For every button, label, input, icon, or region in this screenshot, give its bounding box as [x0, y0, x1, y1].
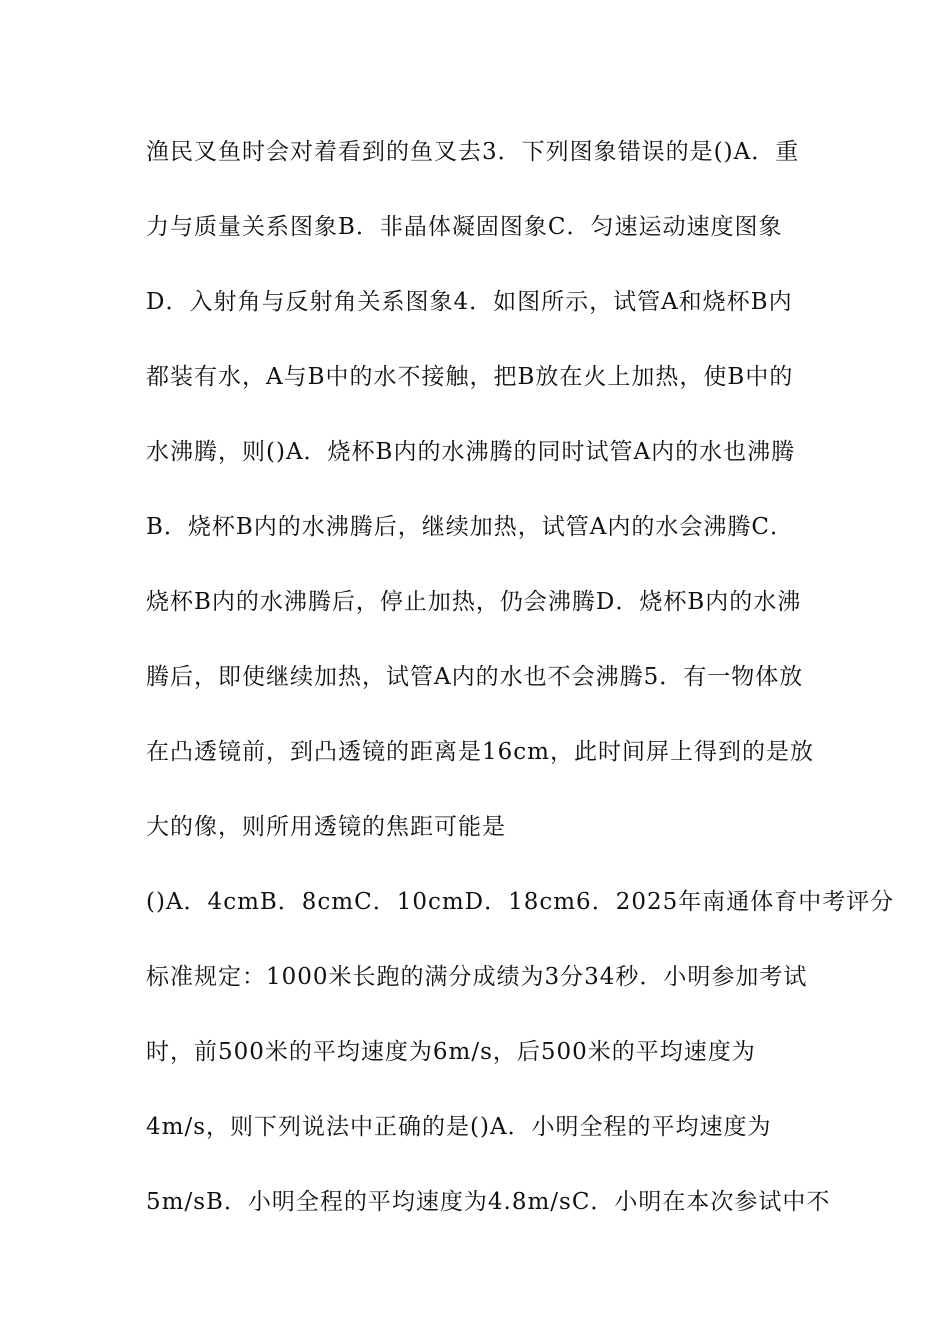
text-line: B．烧杯B内的水沸腾后，继续加热，试管A内的水会沸腾C．: [146, 514, 795, 540]
text-line: 5m/sB．小明全程的平均速度为4.8m/sC．小明在本次参试中不: [146, 1189, 831, 1215]
text-line: 都装有水，A与B中的水不接触，把B放在火上加热，使B中的: [146, 364, 794, 390]
text-line: 大的像，则所用透镜的焦距可能是: [146, 814, 506, 840]
text-line: D．入射角与反射角关系图象4．如图所示，试管A和烧杯B内: [146, 289, 793, 315]
text-line: 在凸透镜前，到凸透镜的距离是16cm，此时间屏上得到的是放: [146, 739, 814, 765]
body-text: [146, 128, 895, 1253]
text-line: 时，前500米的平均速度为6m/s，后500米的平均速度为: [146, 1039, 756, 1065]
text-line: 烧杯B内的水沸腾后，停止加热，仍会沸腾D．烧杯B内的水沸: [146, 589, 802, 615]
text-line: ()A．4cmB．8cmC．10cmD．18cm6．2025年南通体育中考评分: [146, 889, 895, 915]
text-line: 腾后，即使继续加热，试管A内的水也不会沸腾5．有一物体放: [146, 664, 804, 690]
text-line: 4m/s，则下列说法中正确的是()A．小明全程的平均速度为: [146, 1114, 772, 1140]
text-line: 标准规定：1000米长跑的满分成绩为3分34秒．小明参加考试: [146, 964, 808, 990]
text-line: 渔民叉鱼时会对着看到的鱼叉去3．下列图象错误的是()A．重: [146, 139, 800, 165]
text-line: 水沸腾，则()A．烧杯B内的水沸腾的同时试管A内的水也沸腾: [146, 439, 796, 465]
text-line: 力与质量关系图象B．非晶体凝固图象C．匀速运动速度图象: [146, 214, 783, 240]
